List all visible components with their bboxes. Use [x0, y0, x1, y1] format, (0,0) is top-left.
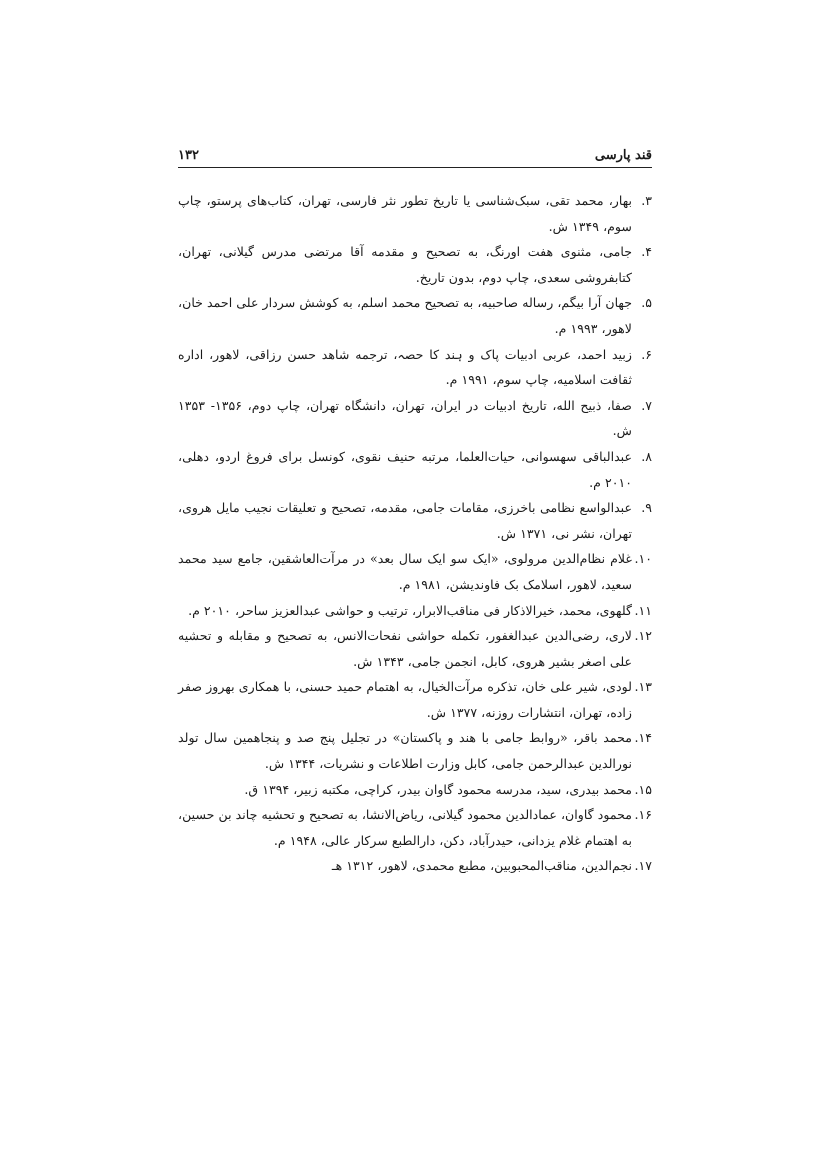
- journal-title: قند پارسی: [594, 148, 652, 163]
- reference-text: لودی، شیر علی خان، تذکره مرآت‌الخیال، به اهتمام حمید حسنی، با همکاری بهروز صفر زاده، تهران، انتشارات روزنه، ۱۳۷۷ ش.: [178, 679, 632, 720]
- reference-text: نجم‌الدین، مناقب‌المحبوبین، مطبع محمدی، لاهور، ۱۳۱۲ هـ: [331, 858, 632, 874]
- reference-number: ۴.: [641, 244, 652, 260]
- reference-number: ۱۴.: [634, 730, 652, 746]
- reference-item: [178, 393, 652, 444]
- reference-text: زبید احمد، عربی ادبیات پاک و ہند کا حصہ، ترجمه شاهد حسن رزاقی، لاهور، اداره ثقافت اسلامیه، چاپ سوم، ۱۹۹۱ م.: [178, 346, 632, 388]
- reference-item: [178, 853, 652, 879]
- reference-item: [178, 239, 652, 290]
- reference-number: ۱۰.: [634, 551, 652, 567]
- reference-item: [178, 725, 652, 776]
- reference-text: جامی، مثنوی هفت اورنگ، به تصحیح و مقدمه آقا مرتضی مدرس گیلانی، تهران، کتابفروشی سعدی، چاپ دوم، بدون تاریخ.: [178, 244, 632, 285]
- reference-number: ۱۱.: [634, 602, 652, 618]
- reference-number: ۱۶.: [634, 807, 652, 823]
- reference-text: عبدالواسع نظامی باخرزی، مقامات جامی، مقدمه، تصحیح و تعلیقات نجیب مایل هروی، تهران، نشر نی، ۱۳۷۱ ش.: [178, 500, 632, 541]
- reference-text: بهار، محمد تقی، سبک‌شناسی یا تاریخ تطور نثر فارسی، تهران، کتاب‌های پرستو، چاپ سوم، ۱۳۴۹ ش.: [178, 193, 632, 234]
- running-header: [178, 143, 652, 168]
- reference-item: [178, 623, 652, 674]
- reference-number: ۳.: [641, 193, 652, 208]
- reference-number: ۹.: [641, 500, 652, 516]
- reference-text: لاری، رضی‌الدین عبدالغفور، تکمله حواشی نفحات‌الانس، به تصحیح و مقابله و تحشیه علی اصغر بشیر هروی، کابل، انجمن جامی، ۱۳۴۳ ش.: [178, 628, 632, 669]
- reference-number: ۸.: [641, 448, 652, 464]
- reference-item: [178, 674, 652, 725]
- reference-item: [178, 598, 652, 624]
- reference-item: [178, 188, 652, 239]
- reference-number: ۷.: [641, 397, 652, 413]
- reference-list: [178, 188, 652, 879]
- reference-text: صفا، ذبیح الله، تاریخ ادبیات در ایران، تهران، دانشگاه تهران، چاپ دوم، ۱۳۵۶- ۱۳۵۳ ش.: [178, 397, 632, 439]
- reference-number: ۵.: [641, 295, 652, 311]
- reference-item: [178, 495, 652, 546]
- reference-text: محمد بیدری، سید، مدرسه محمود گاوان بیدر، کراچی، مکتبه زبیر، ۱۳۹۴ ق.: [244, 781, 632, 797]
- reference-item: [178, 342, 652, 393]
- reference-number: ۱۵.: [634, 781, 652, 797]
- reference-text: محمد باقر، «روابط جامی با هند و پاکستان» در تجلیل پنج صد و پنجاهمین سال تولد نورالدین عبدالرحمن جامی، کابل وزارت اطلاعات و نشریات، ۱۳۴۴ ش.: [178, 730, 632, 772]
- reference-item: [178, 444, 652, 495]
- reference-text: جهان آرا بیگم، رساله صاحبیه، به تصحیح محمد اسلم، به کوشش سردار علی احمد خان، لاهور، ۱۹۹۳ م.: [178, 295, 632, 336]
- reference-text: غلام نظام‌الدین مرولوی، «ایک سو ایک سال بعد» در مرآت‌العاشقین، جامع سید محمد سعید، لاهور، اسلامک بک فاوندیشن، ۱۹۸۱ م.: [178, 551, 632, 592]
- reference-item: [178, 290, 652, 341]
- reference-text: گلهوی، محمد، خیرالاذکار فی مناقب‌الابرار، ترتیب و حواشی عبدالعزیز ساحر، ۲۰۱۰ م.: [188, 602, 632, 618]
- reference-item: [178, 802, 652, 853]
- reference-item: [178, 546, 652, 597]
- reference-number: ۶.: [641, 346, 652, 362]
- reference-number: ۱۲.: [634, 628, 652, 644]
- reference-number: ۱۳.: [634, 679, 652, 695]
- reference-number: ۱۷.: [634, 858, 652, 874]
- page-number: ۱۳۲: [178, 148, 199, 163]
- reference-item: [178, 777, 652, 803]
- reference-text: عبدالباقی سهسوانی، حیات‌العلما، مرتبه حنیف نقوی، کونسل برای فروغ اردو، دهلی، ۲۰۱۰ م.: [178, 448, 632, 490]
- reference-text: محمود گاوان، عمادالدین محمود گیلانی، ریاض‌الانشا، به تصحیح و تحشیه چاند بن حسین، به اهتمام غلام یزدانی، حیدرآباد، دکن، دارالطبع سرکار عالی، ۱۹۴۸ م.: [178, 807, 632, 848]
